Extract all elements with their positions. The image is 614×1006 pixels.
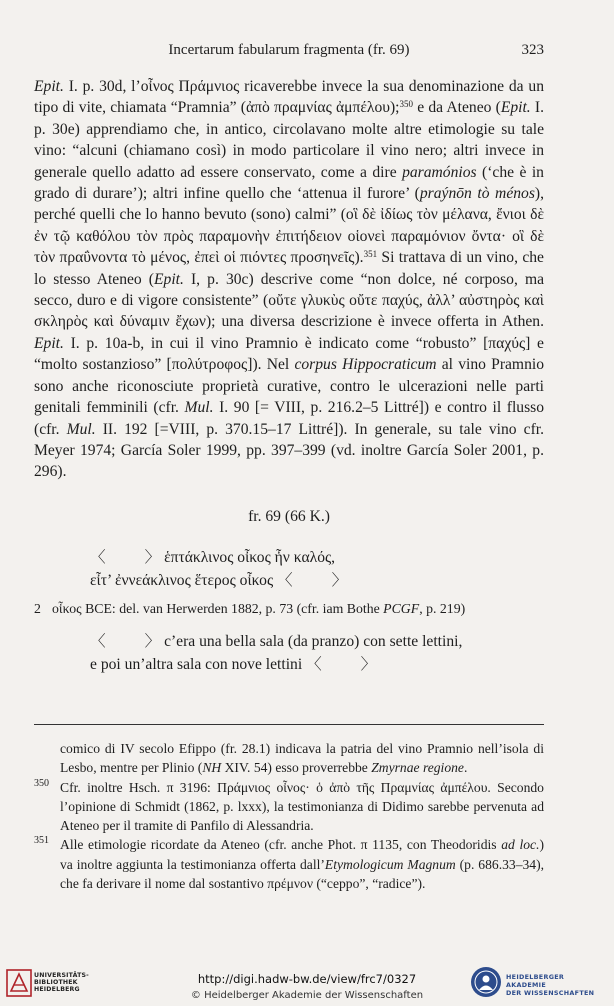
greek-span: οἶνος Πράμνιος: [140, 78, 240, 95]
footnote-ref-351[interactable]: 351: [363, 249, 378, 260]
text-span: Cfr. inoltre Hsch. π 3196:: [60, 779, 218, 795]
text-span: I. p. 30d, l’: [63, 78, 141, 95]
footnote-ref-350[interactable]: 350: [399, 99, 414, 110]
text-span: Zmyrnae regione: [371, 760, 464, 776]
text-span: I. p. 10a-b, in cui il vino Pramnio è indicato come “robusto” [: [63, 334, 489, 352]
page-number: 323: [521, 42, 544, 58]
greek-verse: [90, 546, 550, 592]
text-span: );: [389, 99, 400, 117]
text-span: Mul.: [184, 399, 214, 417]
text-span: ricaverebbe invece la sua denominazione da un tipo di vite, chiamata “Pramnia” (: [34, 78, 544, 117]
text-span: . Secondo l’opinione di Schmidt (1862, p. lxxx), la testimonianza di Didimo sarebbe pervenuta ad Ateneo per il tramite di Panfilo di Alessandria.: [60, 779, 544, 834]
running-title: Incertarum fabularum fragmenta (fr. 69): [168, 42, 410, 58]
logo-line: HEIDELBERGER AKADEMIE: [506, 973, 565, 989]
footnote-number: 351: [34, 835, 49, 847]
text-span: Epit.: [34, 78, 64, 95]
academy-seal-icon: [470, 966, 502, 998]
running-header: [34, 42, 544, 62]
text-span: ] e “molto sostanzioso” [: [34, 334, 544, 374]
text-span: praýnōn tò ménos: [419, 185, 535, 203]
text-span: I, p. 30c) descrive come “non dolce, né corposo, ma secco, duro e di vigore consistente” (: [34, 270, 544, 310]
footnote-351: [34, 835, 544, 893]
text-span: BCE: del. van Herwerden 1882, p. 73 (cfr. iam Bothe: [81, 601, 384, 616]
commentary-paragraph: [34, 76, 544, 483]
logo-line: DER WISSENSCHAFTEN: [506, 989, 595, 997]
footnotes: [34, 739, 544, 893]
greek-span: οἳ δὲ ἰδίως τὸν μέλανα, ἔνιοι δὲ ἐν τῷ καθόλου τὸν πρὸς παραμονὴν ἐπιτήδειον οἱονεὶ παραμόνιον ὄντα· οἳ δὲ τὸν πραΰνοντα τὸ μένος, ἐπεὶ οἱ πιόντες προσηνεῖς: [34, 206, 544, 267]
text-span: Etymologicum Magnum: [324, 856, 456, 872]
text-span: corpus Hippocraticum: [294, 356, 437, 374]
text-span: .: [463, 760, 468, 776]
translation-line: e poi un’altra sala con nove lettini 〈 〉: [90, 656, 377, 673]
verse-line: 〈 〉 ἑπτάκλινος οἶκος ἦν καλός,: [90, 549, 336, 566]
text-span: , p. 219): [419, 601, 466, 616]
logo-line: UNIVERSITÄTS-: [34, 972, 89, 979]
text-span: ) va inoltre aggiunta la testimonianza offerta dall’: [60, 837, 545, 872]
text-span: I. 90 [= VIII, p. 216.2–5 Littré]) e contro il flusso (cfr.: [34, 399, 545, 438]
copyright-notice: © Heidelberger Akademie der Wissenschaften: [190, 990, 424, 1001]
greek-span: πολύτροφος: [171, 356, 248, 374]
text-span: PCGF: [383, 601, 420, 616]
text-span: e da Ateneo (: [413, 99, 501, 117]
text-span: al vino Pramnio sono anche riconosciute proprietà curative, contro le ulcerazioni nelle parti genitali femminili (cfr.: [34, 356, 544, 417]
fragment-source: (66 K.): [280, 508, 330, 525]
greek-span: Πράμνιος οἶνος· ὁ ἀπὸ τῆς Πραμνίας ἀμπέλου: [217, 779, 488, 795]
text-span: II. 192 [=VIII, p. 370.15–17 Littré]). In generale, su tale vino cfr. Meyer 1974; García Soler 1999, pp. 397–399 (vd. inoltre García Soler 2001, p. 296).: [34, 420, 544, 481]
greek-span: παχύς: [488, 334, 526, 352]
text-span: Epit.: [34, 334, 64, 352]
permalink[interactable]: http://digi.hadw-bw.de/view/frc7/0327: [197, 972, 417, 986]
greek-span: οὔτε γλυκὺς οὔτε παχύς, ἀλλ’ αὐστηρὸς καὶ σκληρὸς καὶ δύναμιν ἔχων: [34, 292, 545, 331]
greek-span: ἀπὸ πραμνίας ἀμπέλου: [245, 99, 390, 117]
text-span: (“ceppo”, “radice”).: [312, 876, 426, 892]
logo-line: BIBLIOTHEK: [34, 979, 78, 987]
critical-apparatus: [34, 599, 544, 619]
footnote-number: 350: [34, 777, 49, 789]
footnote-divider: [34, 724, 544, 725]
italian-translation: [90, 630, 550, 676]
text-span: I. p. 30e) apprendiamo che, in antico, circolavano molte altre etimologie su tale vino: “alcuni (chiamano così) in modo particolare il vino nero; altri invece in generale quello adatto ad essere conservato, come a dire: [34, 99, 544, 181]
commentary-text: [34, 76, 544, 483]
translation-line: 〈 〉 c’era una bella sala (da pranzo) con sette lettini,: [90, 633, 463, 650]
text-span: οἶκος: [52, 601, 82, 616]
fragment-label: fr. 69: [248, 508, 281, 525]
text-span: Epit.: [154, 270, 184, 288]
academy-logo-text: [506, 973, 606, 997]
text-span: ]). Nel: [247, 356, 295, 374]
text-span: Si trattava di un vino, che lo stesso Ateneo (: [34, 249, 544, 288]
text-span: ).: [354, 249, 364, 267]
text-span: (p. 686.33–34), che fa derivare il nome dal sostantivo: [60, 856, 545, 892]
text-span: Epit.: [500, 99, 531, 117]
greek-span: πρέμνον: [267, 876, 313, 892]
text-span: Mul.: [66, 420, 96, 438]
footnote-350: [34, 778, 544, 836]
academy-logo[interactable]: [470, 965, 606, 1001]
text-span: Alle etimologie ricordate da Ateneo (cfr. anche Phot. π 1135, con Theodoridis: [60, 837, 502, 853]
text-span: XIV. 54) esso proverrebbe: [221, 760, 372, 776]
viewer-footer: [0, 962, 614, 1006]
fragment-heading: [34, 508, 544, 526]
logo-line: HEIDELBERG: [34, 986, 80, 994]
text-span: comico di IV secolo Efippo (fr. 28.1) indicava la patria del vino Pramnio nell’isola di Lesbo, mentre per Plinio (: [60, 741, 544, 776]
text-span: (‘che è in grado di durare’); altri infine quello che ‘attenua il furore’ (: [34, 163, 544, 203]
text-span: ); una diversa descrizione è invece offerta in Athen.: [205, 313, 544, 331]
apparatus-line-number: 2: [34, 601, 41, 616]
verse-line: εἶτ’ ἐννεάκλινος ἕτερος οἶκος 〈 〉: [90, 572, 348, 589]
text-span: ad loc.: [501, 837, 540, 853]
text-span: NH: [202, 760, 222, 776]
text-span: ), perché quelli che lo hanno bevuto (sono) calmi” (: [34, 185, 544, 224]
footnote-continued: [34, 739, 544, 778]
text-span: paramónios: [402, 163, 477, 181]
